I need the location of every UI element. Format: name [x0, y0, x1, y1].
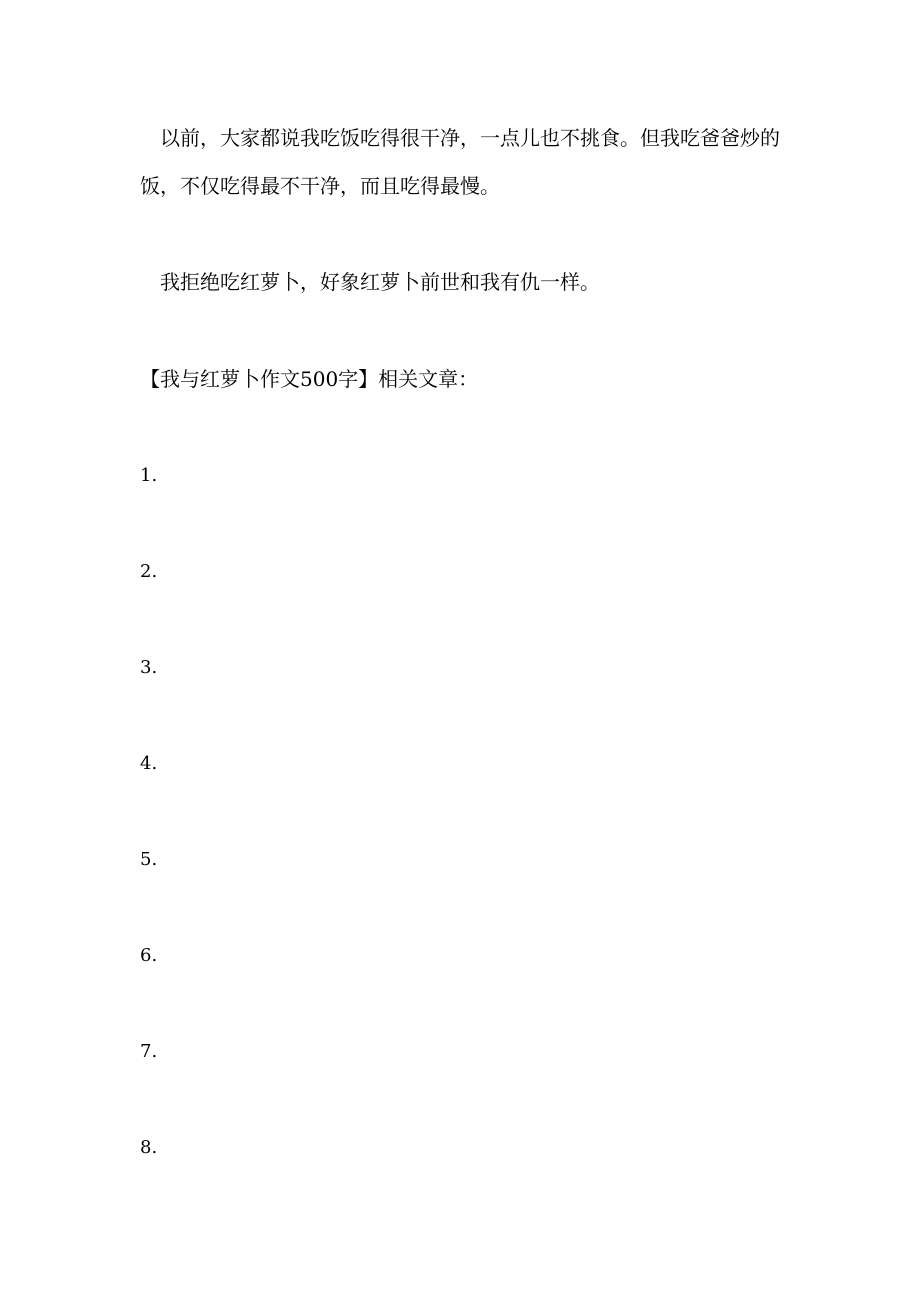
list-item: 5. — [140, 849, 158, 870]
list-item: 6. — [140, 945, 158, 966]
list-item: 7. — [140, 1041, 158, 1062]
list-item: 3. — [140, 657, 158, 678]
body-paragraph: 我拒绝吃红萝卜，好象红萝卜前世和我有仇一样。 — [160, 270, 600, 294]
list-item: 1. — [140, 465, 158, 486]
related-articles-heading: 【我与红萝卜作文500字】相关文章： — [140, 367, 479, 391]
list-item: 4. — [140, 753, 158, 774]
list-item: 2. — [140, 561, 158, 582]
related-articles-list — [140, 452, 157, 1220]
list-item: 8. — [140, 1137, 158, 1158]
body-paragraph: 以前，大家都说我吃饭吃得很干净，一点儿也不挑食。但我吃爸爸炒的饭，不仅吃得最不干净，而且吃得最慢。 — [140, 126, 780, 198]
